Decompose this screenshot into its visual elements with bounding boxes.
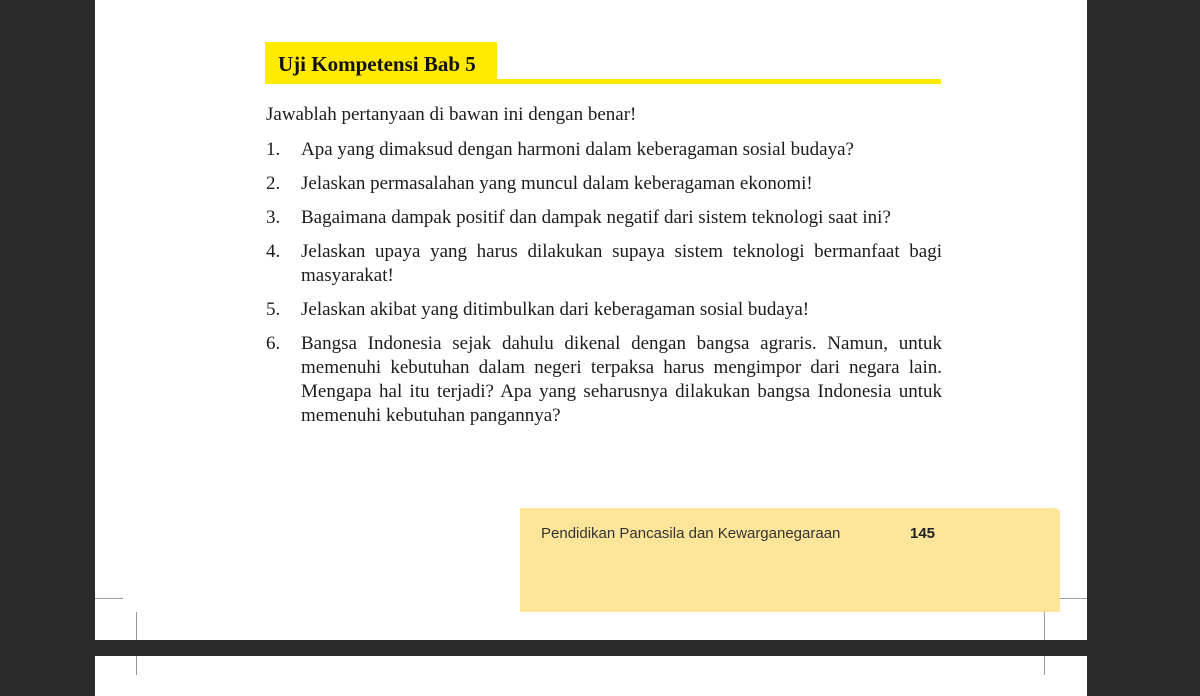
crop-mark bbox=[95, 598, 123, 599]
question-text: Bangsa Indonesia sejak dahulu dikenal dengan bangsa agraris. Namun, untuk memenuhi kebutuhan dalam negeri terpaksa harus mengimpor dari negara lain. Mengapa hal itu terjadi? Apa yang seharusnya dilakukan bangsa Indonesia untuk memenuhi kebutuhan pangannya? bbox=[301, 333, 942, 426]
question-number: 1. bbox=[266, 139, 281, 160]
footer-book-title: Pendidikan Pancasila dan Kewarganegaraan bbox=[541, 525, 841, 542]
crop-mark bbox=[1044, 612, 1045, 640]
question-item bbox=[266, 332, 942, 428]
crop-mark bbox=[1044, 656, 1045, 675]
question-number: 6. bbox=[266, 333, 281, 354]
crop-mark bbox=[136, 656, 137, 675]
question-item bbox=[266, 206, 942, 230]
question-text: Jelaskan akibat yang ditimbulkan dari keberagaman sosial budaya! bbox=[301, 299, 810, 320]
question-number: 3. bbox=[266, 207, 281, 228]
question-item bbox=[266, 240, 942, 288]
crop-mark bbox=[1058, 598, 1087, 599]
question-text: Jelaskan permasalahan yang muncul dalam keberagaman ekonomi! bbox=[301, 173, 813, 194]
instruction-text: Jawablah pertanyaan di bawan ini dengan benar! bbox=[266, 104, 637, 125]
question-number: 4. bbox=[266, 241, 281, 262]
page-number: 145 bbox=[910, 525, 936, 542]
question-item bbox=[266, 138, 942, 162]
section-title: Uji Kompetensi Bab 5 bbox=[278, 52, 476, 76]
crop-mark bbox=[136, 612, 137, 640]
question-number: 2. bbox=[266, 173, 281, 194]
question-list bbox=[266, 138, 942, 438]
question-text: Apa yang dimaksud dengan harmoni dalam keberagaman sosial budaya? bbox=[301, 139, 854, 160]
footer-banner bbox=[520, 508, 1060, 612]
question-item bbox=[266, 298, 942, 322]
question-number: 5. bbox=[266, 299, 281, 320]
next-page-edge bbox=[95, 656, 1087, 696]
question-item bbox=[266, 172, 942, 196]
section-title-rule bbox=[497, 79, 941, 84]
question-text: Bagaimana dampak positif dan dampak negatif dari sistem teknologi saat ini? bbox=[301, 207, 891, 228]
question-text: Jelaskan upaya yang harus dilakukan supaya sistem teknologi bermanfaat bagi masyarakat! bbox=[301, 241, 942, 286]
